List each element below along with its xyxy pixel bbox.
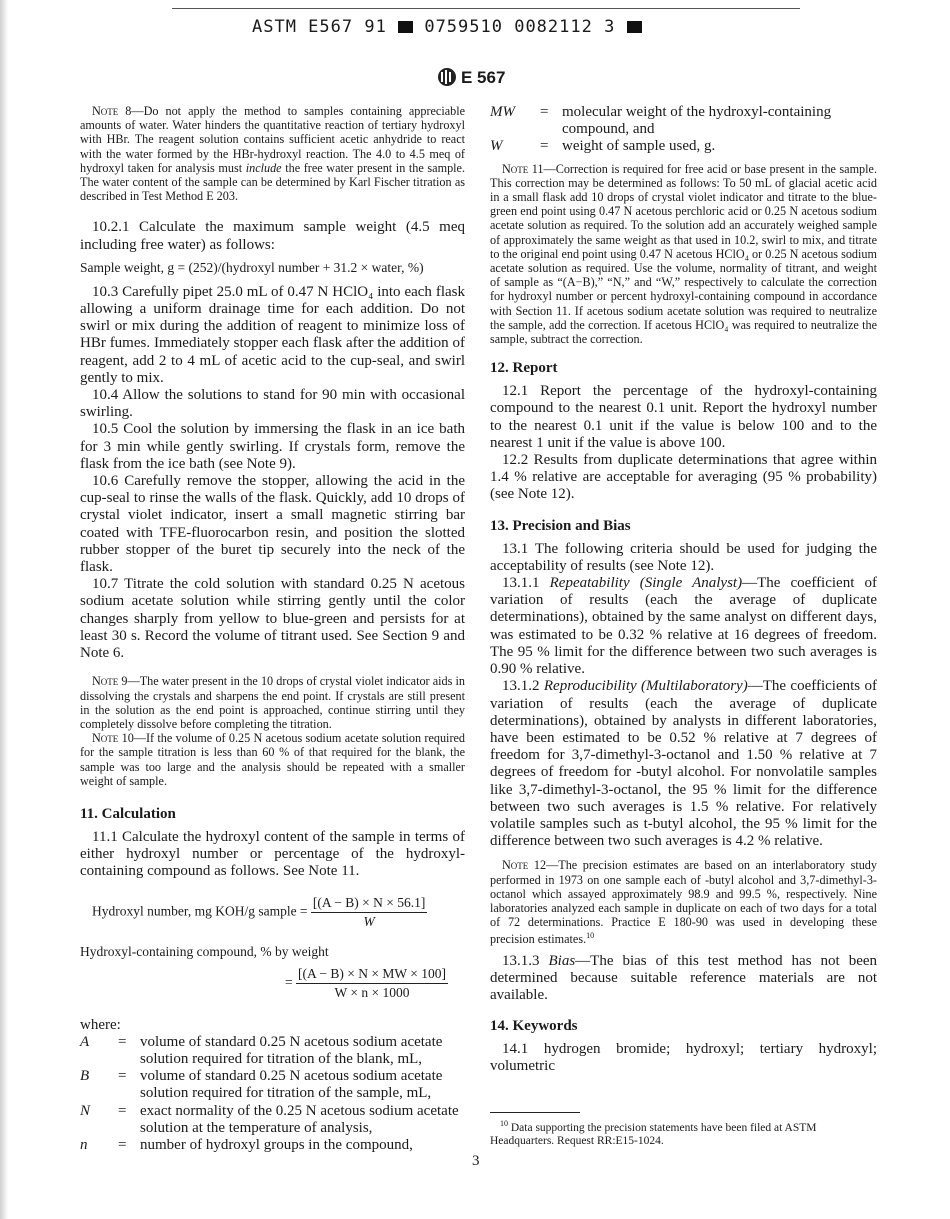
section-13-heading: 13. Precision and Bias [490,517,631,534]
header-rule [172,8,800,9]
para-10-5: 10.5 Cool the solution by immersing the flask in an ice bath for 3 min while gently swirling. If crystals form, remove the flask from the ice bath (see Note 9). [80,421,465,472]
para-12-2: 12.2 Results from duplicate determinations that agree within 1.4 % relative are acceptable for averaging (95 % probability) (see Note 12). [490,452,877,503]
hydroxyl-number-numerator: [(A − B) × N × 56.1] [311,895,427,913]
para-12-1: 12.1 Report the percentage of the hydroxyl-containing compound to the nearest 0.1 unit. Report the hydroxyl number to the nearest 0.1 unit if the value is below 100 and to the nearest 1 unit if the value is above 100. [490,383,877,451]
compound-percent-formula: = $\frac{[(A - B) \times N \times MW \times 100]}{W \times n \times 1000}$ [285,965,446,1000]
compound-percent-numerator: [(A − B) × N × MW × 100] [296,966,448,984]
para-10-7: 10.7 Titrate the cold solution with standard 0.25 N acetous sodium acetate solution while stirring gently until the color changes sharply from yellow to blue-green and persists for at least 30 s. Record the volume of titrant used. See Section 9 and Note 6. [80,576,465,662]
definition-N: N = exact normality of the 0.25 N acetous sodium acetate solution at the temperature of analysis, [80,1102,459,1136]
astm-logo-icon [437,67,457,92]
definition-A: A = volume of standard 0.25 N acetous sodium acetate solution required for titration of the blank, mL, [80,1033,443,1067]
black-block-mark [627,21,642,33]
para-13-1-3: 13.1.3 Bias—The bias of this test method has not been determined because suitable reference materials are not available. [490,952,878,1004]
black-block-mark [398,21,413,33]
sample-weight-formula: Sample weight, g = (252)/(hydroxyl number + 31.2 × water, %) [80,259,424,275]
header-code [252,17,642,37]
note-10: Note 10—If the volume of 0.25 N acetous sodium acetate solution required for the sample titration is less than 60 % of that required for the blank, the sample was too large and the analysis should be repeated with a smaller weight of sample. [80,731,466,788]
para-10-6: 10.6 Carefully remove the stopper, allowing the acid in the cup-seal to rinse the walls of the flask. Quickly, add 10 drops of crystal violet indicator, insert a small magnetic stirring bar coated with TFE-fluorocarbon resin, and position the slotted rubber stopper of the buret tip securely into the neck of the flask. [80,473,465,576]
para-13-1-2: 13.1.2 Reproducibility (Multilaboratory)—The coefficients of variation of results (each the average of duplicate determinations), obtained by analysts in different laboratories, have been estimated to be 0.52 % relative at 7 degrees of freedom for 3,7-dimethyl-3-octanol and 1.50 % relative at 7 degrees of freedom for -butyl alcohol. For nonvolatile samples like 3,7-dimethyl-3-octanol, the 95 % limit for the difference between two such averages is 1.5 % relative. For relatively volatile samples such as t-butyl alcohol, the 95 % limit for the difference between two such averages is 4.2 % relative. [490,678,877,850]
footnote-rule [490,1112,580,1113]
note-11: Note 11—Correction is required for free acid or base present in the sample. This correction may be determined as follows: To 50 mL of glacial acetic acid in a small flask add 10 drops of crystal violet indicator and titrate to the blue-green end point using 0.47 N acetous perchloric acid or 0.25 N acetous sodium acetate solution as required. To the solution add an accurately weighed sample of approximately the same weight as that used in 10.2, swirl to mix, and titrate to the original end point using 0.47 N acetous HClO₄ or 0.25 N acetous sodium acetate solution as required. Use the volume, normality of titrant, and weight of sample as “(A−B),” “N,” and “W,” respectively to calculate the correction for hydroxyl number or percent hydroxyl-containing compound in accordance with Section 11. If acetous sodium acetate solution was required to neutralize the sample, add the correction. If acetous HClO₄ was required to neutralize the sample, subtract the correction. [490,161,877,347]
compound-percent-denominator: W × n × 1000 [334,984,410,1000]
para-13-1-1: 13.1.1 Repeatability (Single Analyst)—The coefficient of variation of results (each the average of duplicate determinations), obtained by the same analyst on different days, was estimated to be 0.32 % relative at 16 degrees of freedom. The 95 % limit for the difference between two such averages is 0.90 % relative. [490,575,878,678]
left-column [80,104,465,1154]
note-12: Note 12—The precision estimates are based on an interlaboratory study performed in 1973 on one sample each of -butyl alcohol and 3,7-dimethyl-3-octanol which assayed approximately 98.9 and 99.5 %, respectively. Nine laboratories analyzed each sample in duplicate on each of two days for a total of 72 determinations. Practice E 180-90 was used in developing these precision estimates.$^{10}$ [490,858,877,947]
para-13-1: 13.1 The following criteria should be used for judging the acceptability of results (see Note 12). [490,540,877,574]
header-code-a: ASTM E567 91 [252,17,387,37]
right-column [490,104,877,1148]
definition-MW: MW = molecular weight of the hydroxyl-containing compound, and [490,104,832,138]
para-10-2-1: 10.2.1 Calculate the maximum sample weight (4.5 meq including free water) as follows: [80,219,465,253]
header-code-b: 0759510 0082112 3 [424,17,616,37]
section-12-heading: 12. Report [490,360,558,377]
hydroxyl-number-denominator: W [363,913,375,929]
compound-percent-label: Hydroxyl-containing compound, % by weight [80,943,329,959]
para-10-4: 10.4 Allow the solutions to stand for 90 min with occasional swirling. [80,387,465,421]
para-11-1: 11.1 Calculate the hydroxyl content of the sample in terms of either hydroxyl number or percentage of the hydroxyl-containing compound as follows. See Note 11. [80,828,465,880]
where-label: where: [80,1016,121,1033]
section-14-heading: 14. Keywords [490,1018,578,1035]
section-11-heading: 11. Calculation [80,805,176,822]
hydroxyl-number-formula: Hydroxyl number, mg KOH/g sample = $\frac{[(A - B) \times N \times 56.1]}{W}$ [92,894,426,929]
definition-B: B = volume of standard 0.25 N acetous sodium acetate solution required for titration of the sample, mL, [80,1068,443,1102]
footnote-10: $^{10}$ Data supporting the precision statements have been filed at ASTM Headquarters. Request RR:E15-1024. [490,1118,817,1147]
definition-n: n = number of hydroxyl groups in the compound, [80,1136,413,1153]
definition-W: W = weight of sample used, g. [490,138,716,155]
note-9: Note 9—The water present in the 10 drops of crystal violet indicator aids in dissolving the crystals and sharpens the end point. If crystals are still present in the solution as the end point is approached, continue stirring until they completely dissolve before completing the titration. [80,674,466,731]
para-14-1: 14.1 hydrogen bromide; hydroxyl; tertiary hydroxyl; volumetric [490,1041,877,1075]
note-8: Note 8—Do not apply the method to samples containing appreciable amounts of water. Water hinders the quantitative reaction of tertiary hydroxyl with HBr. The reagent solution contains sufficient acetic anhydride to react with the water formed by the HBr-hydroxyl reaction. The 4.0 to 4.5 meq of hydroxyl taken for analysis must include the free water present in the sample. The water content of the sample can be determined by Karl Fischer titration as described in Test Method E 203. [80,104,466,204]
para-10-3: 10.3 Carefully pipet 25.0 mL of 0.47 N HClO₄ into each flask allowing a uniform drainage time for each addition. Do not swirl or mix during the addition of reagent to minimize loss of HBr fumes. Immediately stopper each flask after the addition of reagent, add 2 to 4 mL of acetic acid to the cup-seal, and swirl gently to mix. [80,283,465,386]
page-number: 3 [472,1153,480,1169]
scan-edge [0,0,8,1219]
designation: E 567 [461,68,506,87]
